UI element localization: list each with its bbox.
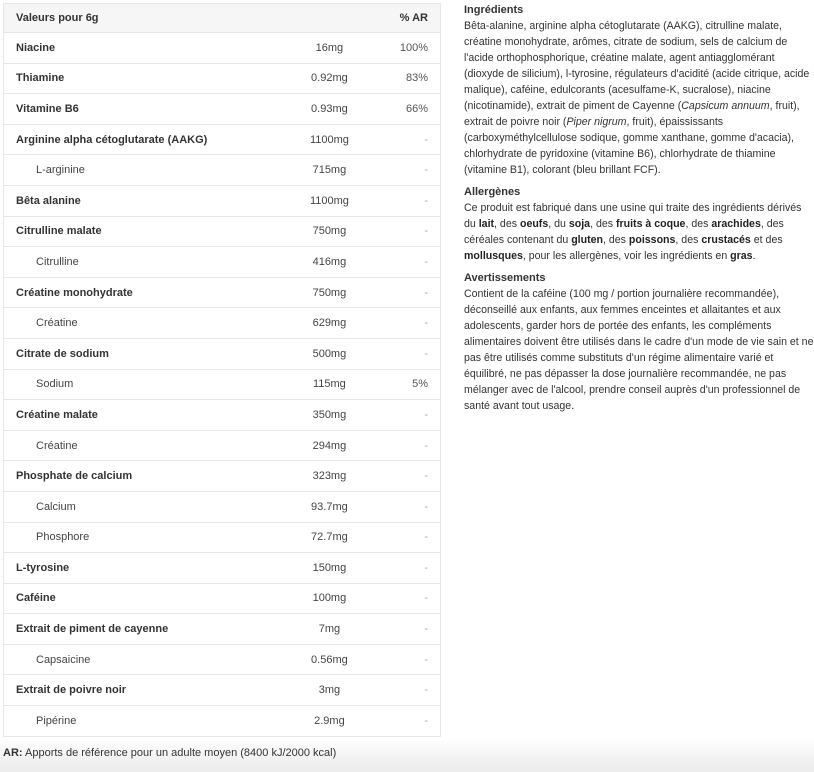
allergen-highlight: poissons	[628, 234, 676, 246]
nutrient-name: Capsaicine	[4, 644, 297, 675]
nutrient-name: Créatine	[4, 430, 297, 461]
allergen-highlight: fruits à coque	[615, 218, 686, 230]
footer-note	[3, 747, 336, 759]
nutrient-ar: -	[363, 675, 441, 706]
warnings-text: Contient de la caféine (100 mg / portion journalière recommandée), déconseillé aux enfants, aux femmes enceintes et allaitantes et aux adolescents, garder hors de portée des enfants, les compléments alimentaires doivent être utilisés dans le cadre d'un mode de vie sain et ne pas être utilisés comme substituts d'un régime alimentaire varié et équilibré, ne pas dépasser la dose journalière recommandée, ne pas mélanger avec de l'alcool, prendre conseil auprès d'un professionnel de santé avant tout usage.	[464, 288, 814, 412]
nutrient-ar: -	[363, 155, 441, 186]
nutrient-amount: 750mg	[296, 216, 363, 247]
nutrient-amount: 16mg	[296, 33, 363, 64]
table-subrow	[4, 369, 441, 400]
ingredients-text	[464, 18, 814, 178]
nutrient-ar: -	[363, 338, 441, 369]
nutrient-amount: 629mg	[296, 308, 363, 339]
text-segment: , des	[494, 218, 520, 230]
text-segment: , des céréales contenant du	[464, 218, 784, 246]
nutrient-name: Bêta alanine	[4, 185, 297, 216]
nutrient-amount: 416mg	[296, 247, 363, 278]
latin-name: Piper nigrum	[566, 116, 627, 128]
nutrient-name: Extrait de poivre noir	[4, 675, 297, 706]
table-row	[4, 33, 441, 64]
allergen-highlight: soja	[568, 218, 591, 230]
nutrient-amount: 715mg	[296, 155, 363, 186]
table-row	[4, 124, 441, 155]
nutrient-name: Extrait de piment de cayenne	[4, 614, 297, 645]
table-subrow	[4, 308, 441, 339]
nutrient-ar: -	[363, 216, 441, 247]
warnings-section	[464, 270, 814, 414]
text-segment: , des	[590, 218, 616, 230]
nutrient-name: Vitamine B6	[4, 94, 297, 125]
text-segment: et des	[750, 234, 783, 246]
table-row	[4, 216, 441, 247]
header-ar: % AR	[363, 4, 441, 33]
allergen-highlight: lait	[478, 218, 495, 230]
table-subrow	[4, 430, 441, 461]
ingredients-section	[464, 2, 814, 178]
ingredients-title: Ingrédients	[464, 4, 524, 16]
allergen-highlight: oeufs	[519, 218, 549, 230]
nutrient-amount: 0.93mg	[296, 94, 363, 125]
nutrient-amount: 350mg	[296, 400, 363, 431]
nutrient-name: Citrate de sodium	[4, 338, 297, 369]
allergen-highlight: mollusques	[464, 250, 523, 262]
nutrient-name: Citrulline malate	[4, 216, 297, 247]
header-amount	[296, 4, 363, 33]
footer-label: AR:	[3, 747, 23, 759]
allergens-text	[464, 200, 814, 264]
allergen-highlight: crustacés	[701, 234, 751, 246]
text-segment: , du	[548, 218, 569, 230]
nutrient-ar: -	[363, 308, 441, 339]
nutrient-amount: 1100mg	[296, 185, 363, 216]
text-segment: Bêta-alanine, arginine alpha cétoglutarate (AAKG), citrulline malate, créatine monohydrate, arômes, citrate de sodium, sels de calcium de l'acide orthophosphorique, créatine malate, agent antiagglomérant (dioxyde de silicium), l-tyrosine, régulateurs d'acidité (acide citrique, acide malique), caféine, edulcorants (acesulfame-K, sucralose), niacine (nicotinamide), extrait de piment de Cayenne (	[464, 20, 810, 112]
text-segment: , des	[675, 234, 702, 246]
nutrient-name: Créatine malate	[4, 400, 297, 431]
table-row	[4, 63, 441, 94]
nutrient-ar: -	[363, 644, 441, 675]
nutrient-ar: 100%	[363, 33, 441, 64]
table-row	[4, 185, 441, 216]
table-subrow	[4, 247, 441, 278]
nutrient-ar: -	[363, 614, 441, 645]
text-segment: , fruit), extrait de poivre noir (	[464, 100, 800, 128]
nutrient-ar: -	[363, 491, 441, 522]
product-info	[464, 2, 814, 420]
nutrient-amount: 72.7mg	[296, 522, 363, 553]
nutrient-amount: 0.92mg	[296, 63, 363, 94]
nutrient-amount: 1100mg	[296, 124, 363, 155]
nutrient-amount: 294mg	[296, 430, 363, 461]
nutrient-name: L-arginine	[4, 155, 297, 186]
table-subrow	[4, 491, 441, 522]
nutrient-name: Pipérine	[36, 714, 77, 727]
nutrient-amount: 0.56mg	[296, 644, 363, 675]
table-row	[4, 583, 441, 614]
footer-text: Apports de référence pour un adulte moyen (8400 kJ/2000 kcal)	[22, 747, 337, 759]
nutrient-ar: -	[363, 247, 441, 278]
allergens-title: Allergènes	[464, 186, 521, 198]
nutrient-name: Arginine alpha cétoglutarate (AAKG)	[4, 124, 297, 155]
nutrient-ar: -	[363, 400, 441, 431]
table-subrow	[4, 522, 441, 553]
text-segment: , fruit), épaississants (carboxyméthylcellulose sodique, gomme xanthane, gomme d'acacia), chlorhydrate de pyridoxine (vitamine B6), chlorhydrate de thiamine (vitamine B1), colorant (bleu brillant FCF).	[464, 116, 795, 176]
table-header-row	[4, 4, 441, 33]
table-row	[4, 614, 441, 645]
table-row	[4, 338, 441, 369]
table-row	[4, 94, 441, 125]
nutrient-amount: 93.7mg	[296, 491, 363, 522]
table-row	[4, 553, 441, 584]
nutrient-ar: -	[424, 714, 428, 727]
nutrient-ar: 83%	[363, 63, 441, 94]
nutrient-name: Sodium	[4, 369, 297, 400]
text-segment: , des	[602, 234, 629, 246]
text-segment: Ce produit est fabriqué dans une usine qui traite des ingrédients dérivés du	[464, 202, 802, 230]
nutrient-ar: -	[363, 430, 441, 461]
table-row	[4, 675, 441, 706]
warnings-title: Avertissements	[464, 272, 546, 284]
nutrient-ar: -	[363, 461, 441, 492]
nutrient-ar: -	[363, 124, 441, 155]
nutrient-ar: -	[363, 553, 441, 584]
nutrient-ar: -	[363, 185, 441, 216]
allergens-section	[464, 184, 814, 264]
text-segment: , des	[685, 218, 712, 230]
nutrient-ar: 5%	[363, 369, 441, 400]
allergen-highlight: gras	[730, 250, 753, 262]
nutrition-table	[3, 3, 441, 737]
table-row	[4, 400, 441, 431]
table-row	[4, 277, 441, 308]
nutrient-name: Phosphate de calcium	[4, 461, 297, 492]
allergen-highlight: arachides	[711, 218, 761, 230]
table-body	[4, 33, 441, 737]
nutrient-amount: 150mg	[296, 553, 363, 584]
nutrient-amount: 2.9mg	[314, 714, 345, 727]
nutrient-name: Créatine	[4, 308, 297, 339]
nutrient-ar: -	[363, 522, 441, 553]
allergen-highlight: gluten	[571, 234, 603, 246]
table-subrow	[4, 155, 441, 186]
header-name: Valeurs pour 6g	[4, 4, 297, 33]
nutrient-amount: 7mg	[296, 614, 363, 645]
nutrient-amount: 750mg	[296, 277, 363, 308]
table-subrow	[4, 706, 441, 737]
nutrient-name: L-tyrosine	[4, 553, 297, 584]
text-segment: , pour les allergènes, voir les ingrédients en	[522, 250, 731, 262]
nutrient-amount: 115mg	[296, 369, 363, 400]
nutrient-name: Niacine	[4, 33, 297, 64]
nutrient-name: Phosphore	[4, 522, 297, 553]
latin-name: Capsicum annuum	[681, 100, 770, 112]
nutrient-name: Citrulline	[4, 247, 297, 278]
nutrient-ar: -	[363, 277, 441, 308]
nutrient-ar: -	[363, 583, 441, 614]
nutrient-amount: 323mg	[296, 461, 363, 492]
nutrient-name: Calcium	[4, 491, 297, 522]
nutrient-name: Créatine monohydrate	[4, 277, 297, 308]
nutrient-amount: 100mg	[296, 583, 363, 614]
nutrient-name: Thiamine	[4, 63, 297, 94]
nutrient-name: Caféine	[4, 583, 297, 614]
text-segment: .	[752, 250, 756, 262]
nutrient-amount: 3mg	[296, 675, 363, 706]
nutrient-ar: 66%	[363, 94, 441, 125]
table-subrow	[4, 644, 441, 675]
table-row	[4, 461, 441, 492]
nutrient-amount: 500mg	[296, 338, 363, 369]
